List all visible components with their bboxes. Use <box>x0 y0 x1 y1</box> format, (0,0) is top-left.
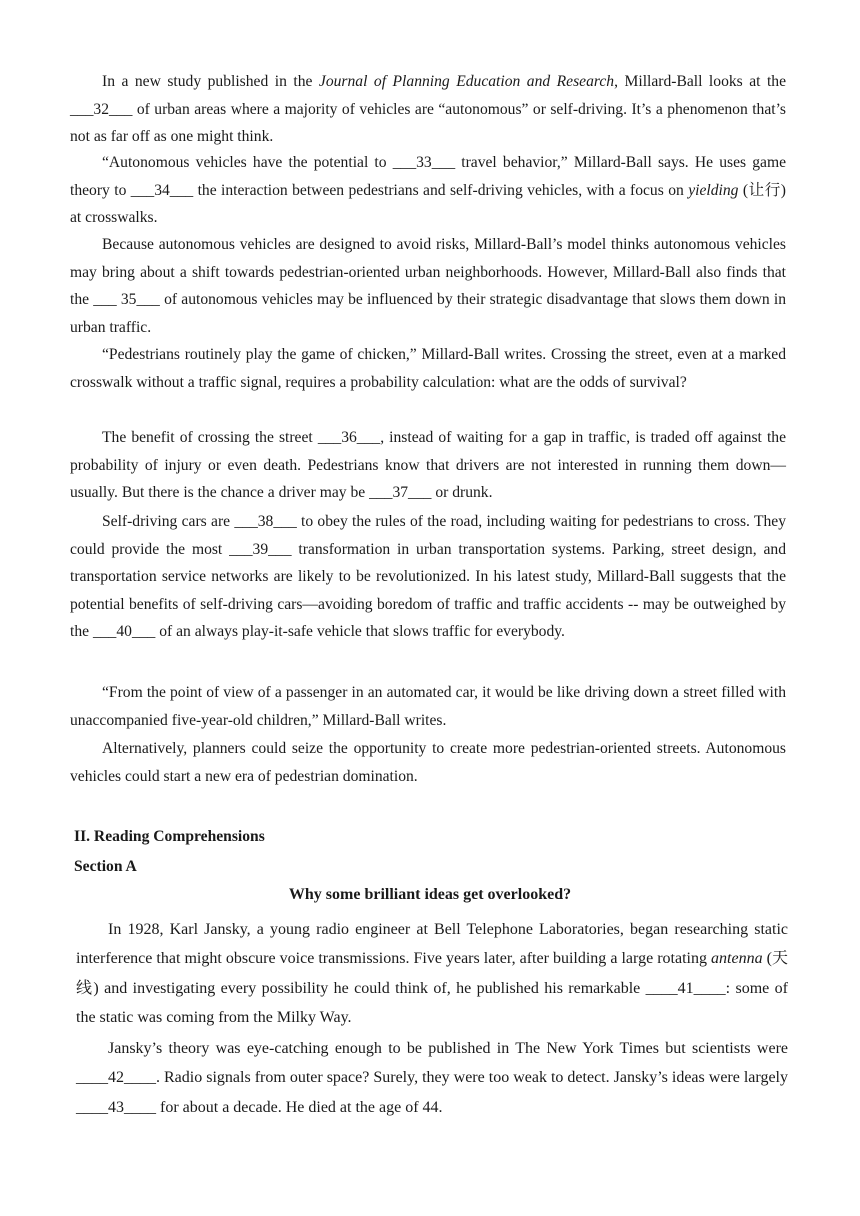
text-run: Jansky’s theory was eye-catching enough to be published in The New York Times but scientists were <box>108 1040 788 1057</box>
text-run: the interaction between pedestrians and self-driving vehicles, with a focus on <box>193 181 689 199</box>
text-run: of urban areas where a majority of vehicles are “autonomous” or self-driving. It’s a phenomenon that’s not as far off as one might think. <box>70 100 786 146</box>
blank-43: ____43____ <box>76 1098 156 1116</box>
journal-title: Journal of Planning Education and Research <box>318 73 615 90</box>
text-run: “Autonomous vehicles have the potential to <box>102 154 393 171</box>
blank-33: ___33___ <box>392 154 456 171</box>
paragraph-passenger: “From the point of view of a passenger in an automated car, it would be like driving down a street filled with unaccompanied five-year-old children,” Millard-Ball writes. <box>70 684 786 729</box>
blank-34: ___34___ <box>130 181 194 199</box>
section-heading: II. Reading Comprehensions <box>74 828 265 845</box>
text-run: , Millard-Ball looks at the <box>614 73 787 90</box>
text-run: Because autonomous vehicles are designed to avoid risks, Millard-Ball’s model thinks autonomous vehicles may bring about a shift towards pedestrian-oriented urban neighborhoods. However, Millard-Ball also finds that the <box>70 236 786 309</box>
blank-40: ___40___ <box>92 623 156 641</box>
text-run: In a new study published in the <box>102 73 319 90</box>
text-run: of autonomous vehicles may be influenced by their strategic disadvantage that slows them down in urban traffic. <box>70 291 786 336</box>
blank-42: ____42____ <box>76 1069 156 1087</box>
paragraph-potential <box>70 149 786 232</box>
blank-36: ___36___ <box>317 429 381 446</box>
text-run: (让行) at crosswalks. <box>70 181 786 227</box>
text-run: travel behavior,” Millard-Ball says. He uses game theory to <box>70 154 786 199</box>
blank-41: ____41____ <box>645 979 726 997</box>
paragraph-benefit <box>70 424 786 507</box>
text-run: In 1928, Karl Jansky, a young radio engineer at Bell Telephone Laboratories, began researching static interference that might obscure voice transmissions. Five years later, after building a large rotating <box>76 921 788 968</box>
paragraph-jansky-theory <box>76 1034 788 1122</box>
text-run: . Radio signals from outer space? Surely, they were too weak to detect. Jansky’s ideas were largely <box>156 1069 788 1087</box>
section-subheading: Section A <box>74 858 137 875</box>
paragraph-alternatively: Alternatively, planners could seize the opportunity to create more pedestrian-oriented streets. Autonomous vehicles could start a new era of pedestrian domination. <box>70 740 786 785</box>
paragraph-chicken: “Pedestrians routinely play the game of chicken,” Millard-Ball writes. Crossing the street, even at a marked crosswalk without a traffic signal, requires a probability calculation: what are the odds of survival? <box>70 346 786 391</box>
blank-35: ___ 35___ <box>93 291 160 309</box>
text-run: or drunk. <box>431 484 493 502</box>
term-antenna: antenna <box>711 950 763 968</box>
text-run: to obey the rules of the road, including waiting for pedestrians to cross. They could provide the most <box>70 513 786 558</box>
text-run: The benefit of crossing the street <box>102 429 318 446</box>
paragraph-jansky <box>76 915 788 1033</box>
text-run: Self-driving cars are <box>102 513 235 530</box>
blank-37: ___37___ <box>369 484 432 502</box>
blank-32: ___32___ <box>70 100 133 118</box>
term-yielding: yielding <box>688 181 739 199</box>
text-run: of an always play-it-safe vehicle that slows traffic for everybody. <box>155 623 565 641</box>
text-run: , instead of waiting for a gap in traffic, is traded off against the probability of injury or even death. Pedestrians know that drivers are not interested in running them down—usually. But there is the chance a driver may be <box>70 429 786 502</box>
text-run: transformation in urban transportation systems. Parking, street design, and transportation service networks are likely to be revolutionized. In his latest study, Millard-Ball suggests that the potential benefits of self-driving cars—avoiding boredom of traffic and traffic accidents -- may be outweighed by the <box>70 540 786 641</box>
paragraph-model <box>70 231 786 341</box>
text-run: for about a decade. He died at the age of 44. <box>156 1098 443 1116</box>
text-run: (天线) and investigating every possibility he could think of, he published his remarkable <box>76 950 788 997</box>
passage-title: Why some brilliant ideas get overlooked? <box>288 886 572 903</box>
blank-39: ___39___ <box>229 540 292 558</box>
paragraph-study-intro <box>70 68 786 151</box>
paragraph-self-driving <box>70 508 786 646</box>
blank-38: ___38___ <box>234 513 297 530</box>
text-run: : some of the static was coming from the Milky Way. <box>76 979 789 1027</box>
